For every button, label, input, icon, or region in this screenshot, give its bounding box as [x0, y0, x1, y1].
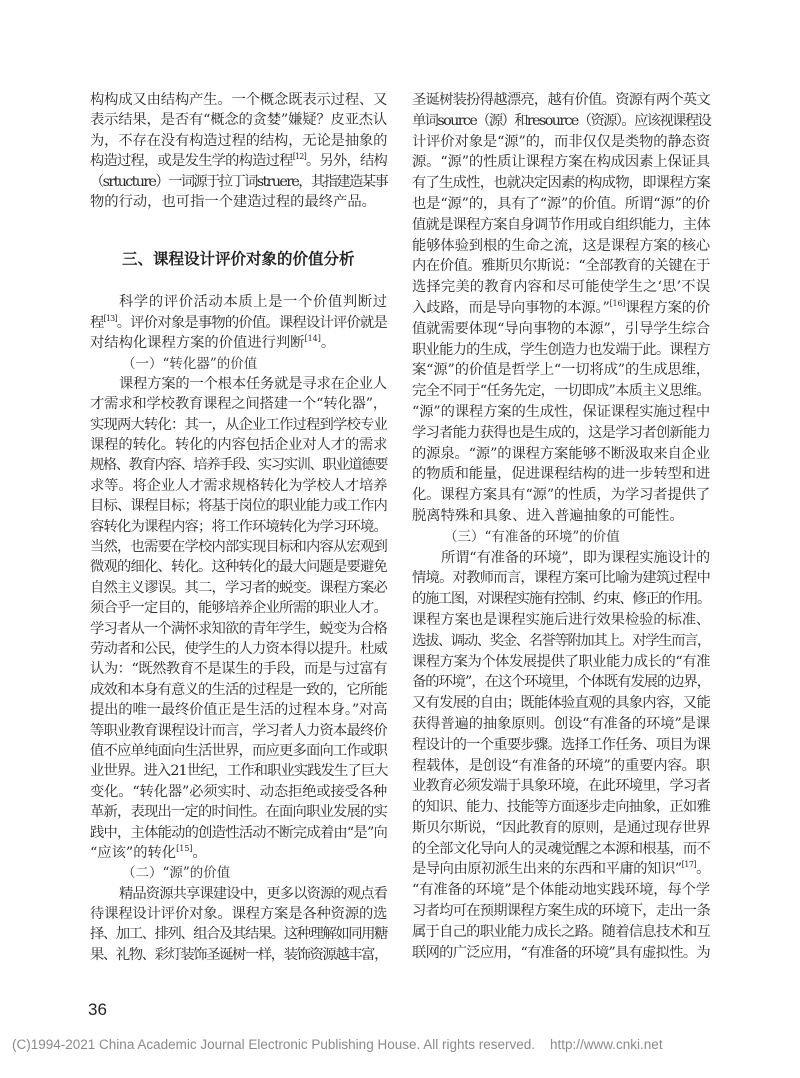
text-line: 情境。对教师而言，课程方案可比喻为建筑过程中: [412, 570, 710, 587]
text-line: 程设计的一个重要步骤。选择工作任务、项目为课: [412, 736, 710, 753]
text-line: 斯贝尔斯说，“因此教育的原则，是通过现存世界: [412, 819, 710, 836]
text-line: 课程的转化。转化的内容包括企业对人才的需求: [90, 437, 388, 454]
text-line: “有准备的环境”是个体能动地实践环境，每个学: [412, 882, 710, 899]
text-line: 容转化为课程内容；将工作环境转化为学习环境。: [90, 518, 387, 535]
text-line: 劳动者和公民，使学生的人力资本得以提升。杜威: [90, 640, 387, 657]
text-line: （srtucture）一词源于拉丁词struere，其指建造某事: [90, 173, 387, 190]
text-line: 完全不同于“任务先定，一切即成”本质主义思维。: [412, 383, 710, 400]
text-line: 实现两大转化：其一，从企业工作过程到学校专业: [90, 416, 387, 433]
text-line: 的知识、能力、技能等方面逐步走向抽象，正如雅: [412, 799, 710, 816]
text-line: 当然，也需要在学校内部实现目标和内容从宏观到: [90, 539, 387, 556]
text-line: 的全部文化导向人的灵魂觉醒之本源和根基，而不: [412, 840, 710, 857]
text-line: 认为：“既然教育不是谋生的手段，而是与过富有: [90, 661, 387, 678]
text-line: 内在价值。雅斯贝尔斯说：“全部教育的关键在于: [412, 258, 710, 275]
page-number: 36: [88, 1000, 107, 1019]
text-line: 程载体，是创设“有准备的环境”的重要内容。职: [412, 757, 710, 774]
text-line: [90, 313, 387, 333]
citation-ref: [14]: [304, 334, 321, 344]
text-line: 规格、教育内容、培养手段、实习实训、职业道德要: [90, 457, 387, 474]
text-segment: 。: [192, 844, 207, 861]
text-line: 圣诞树装扮得越漂亮，越有价值。资源有两个英文: [412, 92, 710, 108]
left-column: [90, 90, 387, 965]
text-line: 单词source（源）和resource（资源）。应该视课程设: [412, 112, 711, 129]
text-line: 学习者能力获得也是生成的，这是学习者创新能力: [412, 424, 710, 441]
text-line: 有了生成性，也就决定因素的构成物，即课程方案: [412, 175, 710, 192]
text-segment: 构造过程，或是发生学的构造过程: [90, 153, 293, 170]
text-line: 等职业教育课程设计而言，学习者人力资本最终价: [90, 722, 387, 739]
text-line: 构构成又由结构产生。一个概念既表示过程、又: [90, 92, 388, 108]
text-line: [412, 859, 710, 880]
citation-ref: [13]: [103, 313, 117, 323]
text-line: 联网的广泛应用，“有准备的环境”具有虚拟性。为: [412, 944, 710, 961]
text-line: 所谓“有准备的环境”，即为课程实施设计的: [441, 549, 710, 566]
text-line: 课程方案为个体发展提供了职业能力成长的“有准: [412, 653, 710, 670]
text-segment: 。: [320, 335, 336, 352]
text-line: 待课程设计评价对象。课程方案是各种资源的选: [90, 906, 388, 923]
subsection-heading: （一）“转化器”的价值: [122, 355, 258, 372]
text-line: 值就需要体现“导向事物的本源”，引导学生综合: [412, 320, 710, 337]
text-line: 习者均可在预期课程方案生成的环境下，走出一条: [412, 903, 710, 920]
text-line: 值就是课程方案自身调节作用或自组织能力，主体: [412, 216, 710, 233]
text-line: 也是“源”的，具有了“源”的价值。所谓“源”的价: [412, 195, 711, 212]
text-line: [412, 298, 710, 319]
text-line: 的源泉。“源”的课程方案能够不断汲取来自企业: [412, 445, 710, 462]
text-line: 果、礼物、彩灯装饰圣诞树一样，装饰资源越丰富，: [90, 946, 387, 963]
text-line: 目标、课程目标；将基于岗位的职业能力或工作内: [90, 498, 387, 515]
text-line: 选拔、调动、奖金、名誉等附加其上。对学生而言，: [412, 632, 710, 649]
text-segment: 程: [90, 314, 104, 331]
text-line: 属于自己的职业能力成长之路。随着信息技术和互: [412, 923, 710, 940]
paragraph: [90, 292, 387, 353]
text-segment: 。另外，结构: [305, 153, 387, 170]
text-line: 的物质和能量，促进课程结构的进一步转型和进: [412, 466, 711, 483]
text-line: 备的环境”，在这个环境里，个体既有发展的边界，: [412, 674, 710, 691]
text-line: 学习者从一个满怀求知欲的青年学生，蜕变为合格: [90, 620, 387, 637]
text-segment: 。评价对象是事物的价值。课程设计评价就是: [116, 314, 387, 331]
citation-ref: [12]: [292, 152, 306, 162]
text-segment: 是导向由原初派生出来的东西和平庸的知识”: [412, 861, 682, 878]
text-line: 变化。“转化器”必须实时、动态拒绝或接受各种: [90, 783, 387, 800]
paragraph: [90, 374, 387, 863]
text-line: “源”的课程方案的生成性，保证课程实施过程中: [412, 403, 710, 420]
text-line: 又有发展的自由；既能体验直观的具象内容，又能: [412, 695, 710, 712]
citation-ref: [17]: [681, 860, 697, 870]
text-line: 源。“源”的性质让课程方案在构成因素上保证具: [412, 154, 710, 171]
text-line: 精品资源共享课建设中，更多以资源的观点看: [119, 885, 387, 902]
paragraph: [412, 548, 710, 964]
section-heading: 三、课程设计评价对象的价值分析: [122, 250, 355, 269]
text-line: [90, 333, 387, 353]
text-line: 微观的细化、转化。这种转化的最大问题是要避免: [90, 559, 387, 576]
text-line: 须合乎一定目的，能够培养企业所需的职业人才。: [90, 600, 387, 617]
text-line: 成效和本身有意义的生活的过程是一致的，它所能: [90, 681, 387, 698]
paragraph: [90, 90, 387, 212]
text-line: 课程方案也是课程实施后进行效果检验的标准、: [412, 611, 711, 628]
text-line: 计评价对象是“源”的，而非仅仅是类物的静态资: [412, 133, 710, 150]
text-line: 获得普遍的抽象原则。创设“有准备的环境”是课: [412, 715, 710, 732]
text-line: 求等。将企业人才需求规格转化为学校人才培养: [90, 477, 388, 494]
text-line: [90, 843, 387, 863]
paragraph: [412, 90, 710, 527]
text-line: 才需求和学校教育课程之间搭建一个“转化器”，: [90, 396, 387, 413]
text-line: 课程方案的一个根本任务就是寻求在企业人: [119, 375, 387, 392]
copyright-footer: (C)1994-2021 China Academic Journal Electronic Publishing House. All rights reserved. http://www.cnki.net: [12, 1037, 663, 1052]
text-line: 科学的评价活动本质上是一个价值判断过: [119, 294, 387, 311]
text-segment: “应该”的转化: [90, 844, 177, 861]
text-segment: 对结构化课程方案的价值进行判断: [90, 335, 305, 352]
text-line: 职业能力的生成，学生创造力也发端于此。课程方: [412, 341, 710, 358]
citation-ref: [15]: [176, 843, 193, 853]
text-line: 为，不存在没有构造过程的结构，无论是抽象的: [90, 132, 388, 149]
text-line: 自然主义谬误。其二，学习者的蜕变。课程方案必: [90, 579, 387, 596]
text-line: 践中，主体能动的创造性活动不断完成着由“是”向: [90, 824, 387, 841]
citation-ref: [16]: [609, 298, 626, 308]
text-segment: 入歧路，而是导向事物的本源。”: [412, 299, 610, 316]
text-line: 能够体验到根的生命之流，这是课程方案的核心: [412, 237, 711, 254]
text-line: 择、加工、排列、组合及其结果。这种理解如同用糖: [90, 926, 387, 943]
text-line: 化。课程方案具有“源”的性质，为学习者提供了: [412, 487, 710, 504]
text-line: 业教育必须发端于具象环境，在此环境里，学习者: [412, 778, 710, 795]
text-segment: 。: [696, 861, 710, 878]
text-segment: 课程方案的价: [625, 299, 710, 316]
text-line: 表示结果，是否有“概念的贪婪”嫌疑？皮亚杰认: [90, 112, 387, 129]
text-line: [90, 151, 387, 171]
text-line: 业世界。进入21世纪，工作和职业实践发生了巨大: [90, 763, 388, 780]
text-line: 脱离特殊和具象、进入普遍抽象的可能性。: [412, 507, 684, 524]
right-column: [412, 90, 710, 963]
text-line: 物的行动，也可指一个建造过程的最终产品。: [90, 193, 376, 210]
text-line: 提出的唯一最终价值正是生活的过程本身。”对高: [90, 702, 388, 719]
text-line: 值不应单纯面向生活世界，而应更多面向工作或职: [90, 742, 387, 759]
text-line: 的施工图，对课程实施有控制、约束、修正的作用。: [412, 591, 710, 608]
text-line: 案“源”的价值是哲学上“一切将成”的生成思维，: [412, 362, 710, 379]
text-line: 选择完美的教育内容和尽可能使学生之‘思’不误: [412, 279, 710, 296]
text-line: 革新，表现出一定的时间性。在面向职业发展的实: [90, 804, 387, 821]
subsection-heading: （三）“有准备的环境”的价值: [444, 528, 620, 545]
subsection-heading: （二）“源”的价值: [122, 865, 231, 882]
paragraph: [90, 884, 387, 966]
